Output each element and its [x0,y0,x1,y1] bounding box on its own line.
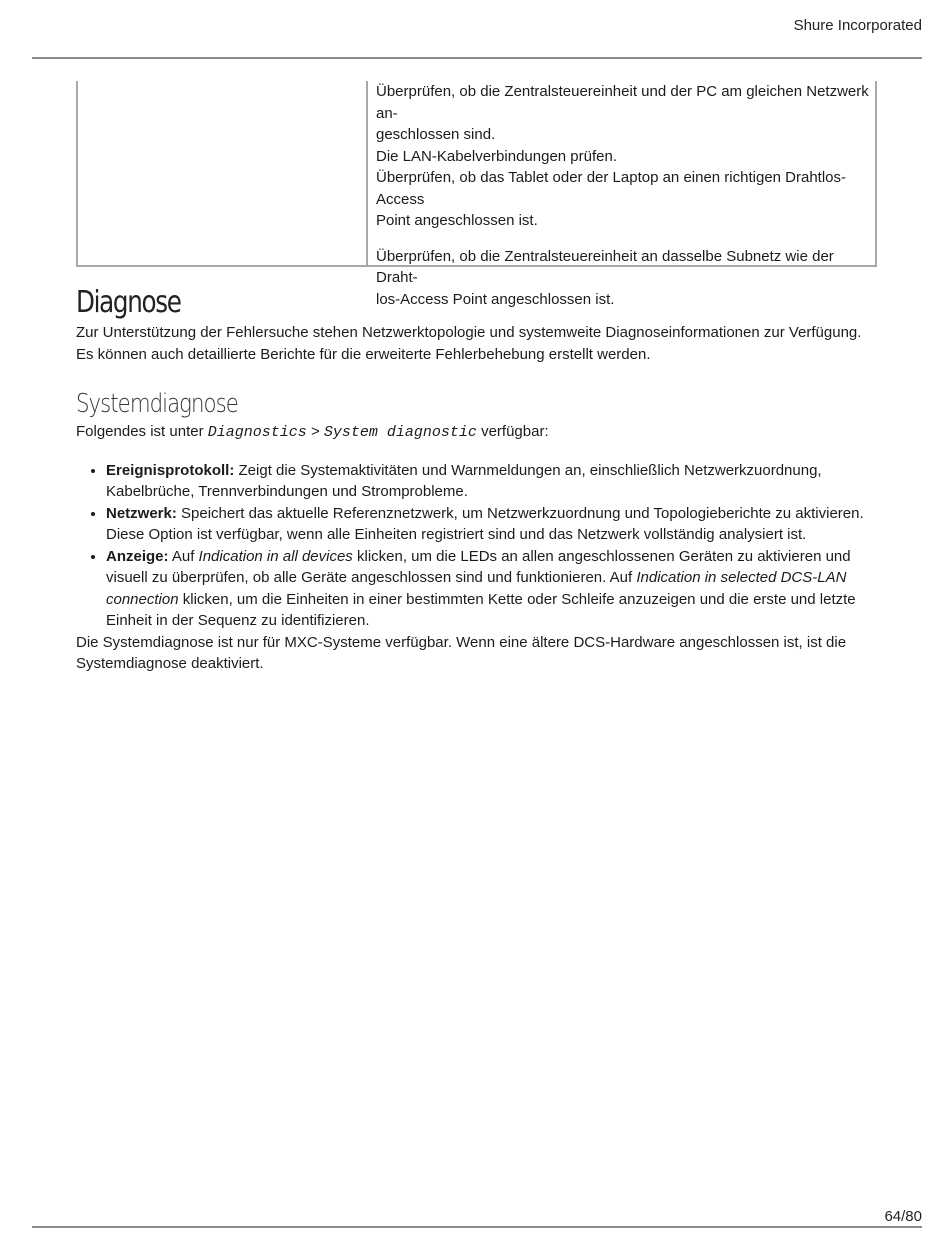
path-separator: > [306,423,324,440]
path-suffix: verfügbar: [476,423,549,440]
menu-path-diagnostics: Diagnostics [207,424,307,441]
table-line: geschlossen sind. [376,126,496,143]
table-line: Die LAN-Kabelverbindungen prüfen. [376,147,617,165]
header-rule [32,57,922,59]
list-item-label: Netzwerk: [106,504,177,522]
table-line: Überprüfen, ob die Zentralsteuereinheit an dasselbe Subnetz wie der Draht- [376,247,834,286]
list-item-netzwerk [106,503,878,546]
page-number: 64/80 [884,1208,922,1225]
diagnose-intro: Zur Unterstützung der Fehlersuche stehen Netzwerktopologie und systemweite Diagnoseinformationen zur Verfügung. Es können auch detaillierte Berichte für die erweiterte Fehlerbehebung erstellt werden. [76,324,862,363]
list-item-text: Zeigt die Systemaktivitäten und Warnmeldungen an, einschließlich Netzwerkzuordnung, Kabelbrüche, Trennverbindungen und Stromprobleme. [106,461,822,500]
list-item-text: Speichert das aktuelle Referenznetzwerk, um Netzwerkzuordnung und Topologieberichte zu aktivieren. Diese Option ist verfügbar, wenn alle Einheiten registriert sind und das Netzwerk vollständig analysiert ist. [106,504,864,543]
table-line: Überprüfen, ob die Zentralsteuereinheit und der PC am gleichen Netzwerk an- [376,83,869,122]
systemdiagnose-note: Die Systemdiagnose ist nur für MXC-Systeme verfügbar. Wenn eine ältere DCS-Hardware angeschlossen ist, ist die Systemdiagnose deaktiviert. [76,633,847,672]
list-item-text: klicken, um die LEDs an allen angeschlossenen Geräten zu aktivieren und visuell zu überprüfen, ob alle Geräte angeschlossen sind und funktionieren. Auf [106,547,851,586]
table-cell-empty [78,81,368,265]
option-indication-selected-connection: Indication in selected DCS-LAN connection [106,569,847,608]
header-company: Shure Incorporated [793,17,922,34]
list-item-text: klicken, um die Einheiten in einer bestimmten Kette oder Schleife anzuzeigen und die erste und letzte Einheit in der Sequenz zu identifizieren. [106,590,856,629]
list-item-text: Auf [168,547,199,565]
list-item-label: Anzeige: [106,547,169,565]
option-indication-all-devices: Indication in all devices [198,547,353,565]
table-line: los-Access Point angeschlossen ist. [376,290,615,308]
table-line: Überprüfen, ob das Tablet oder der Laptop an einen richtigen Drahtlos-Access [376,169,847,208]
table-cell-solution [368,81,875,308]
menu-path-system-diagnostic: System diagnostic [323,424,477,441]
section-heading-systemdiagnose: Systemdiagnose [76,389,238,419]
main-content [76,284,878,675]
list-item-anzeige [106,546,878,632]
list-item-label: Ereignisprotokoll: [106,461,235,479]
feature-list [76,460,878,632]
section-heading-diagnose: Diagnose [76,285,181,320]
footer-rule [32,1226,922,1228]
path-prefix: Folgendes ist unter [76,423,208,440]
table-line: Point angeschlossen ist. [376,212,538,229]
list-item-ereignisprotokoll [106,460,878,503]
menu-path-sentence [76,421,878,444]
